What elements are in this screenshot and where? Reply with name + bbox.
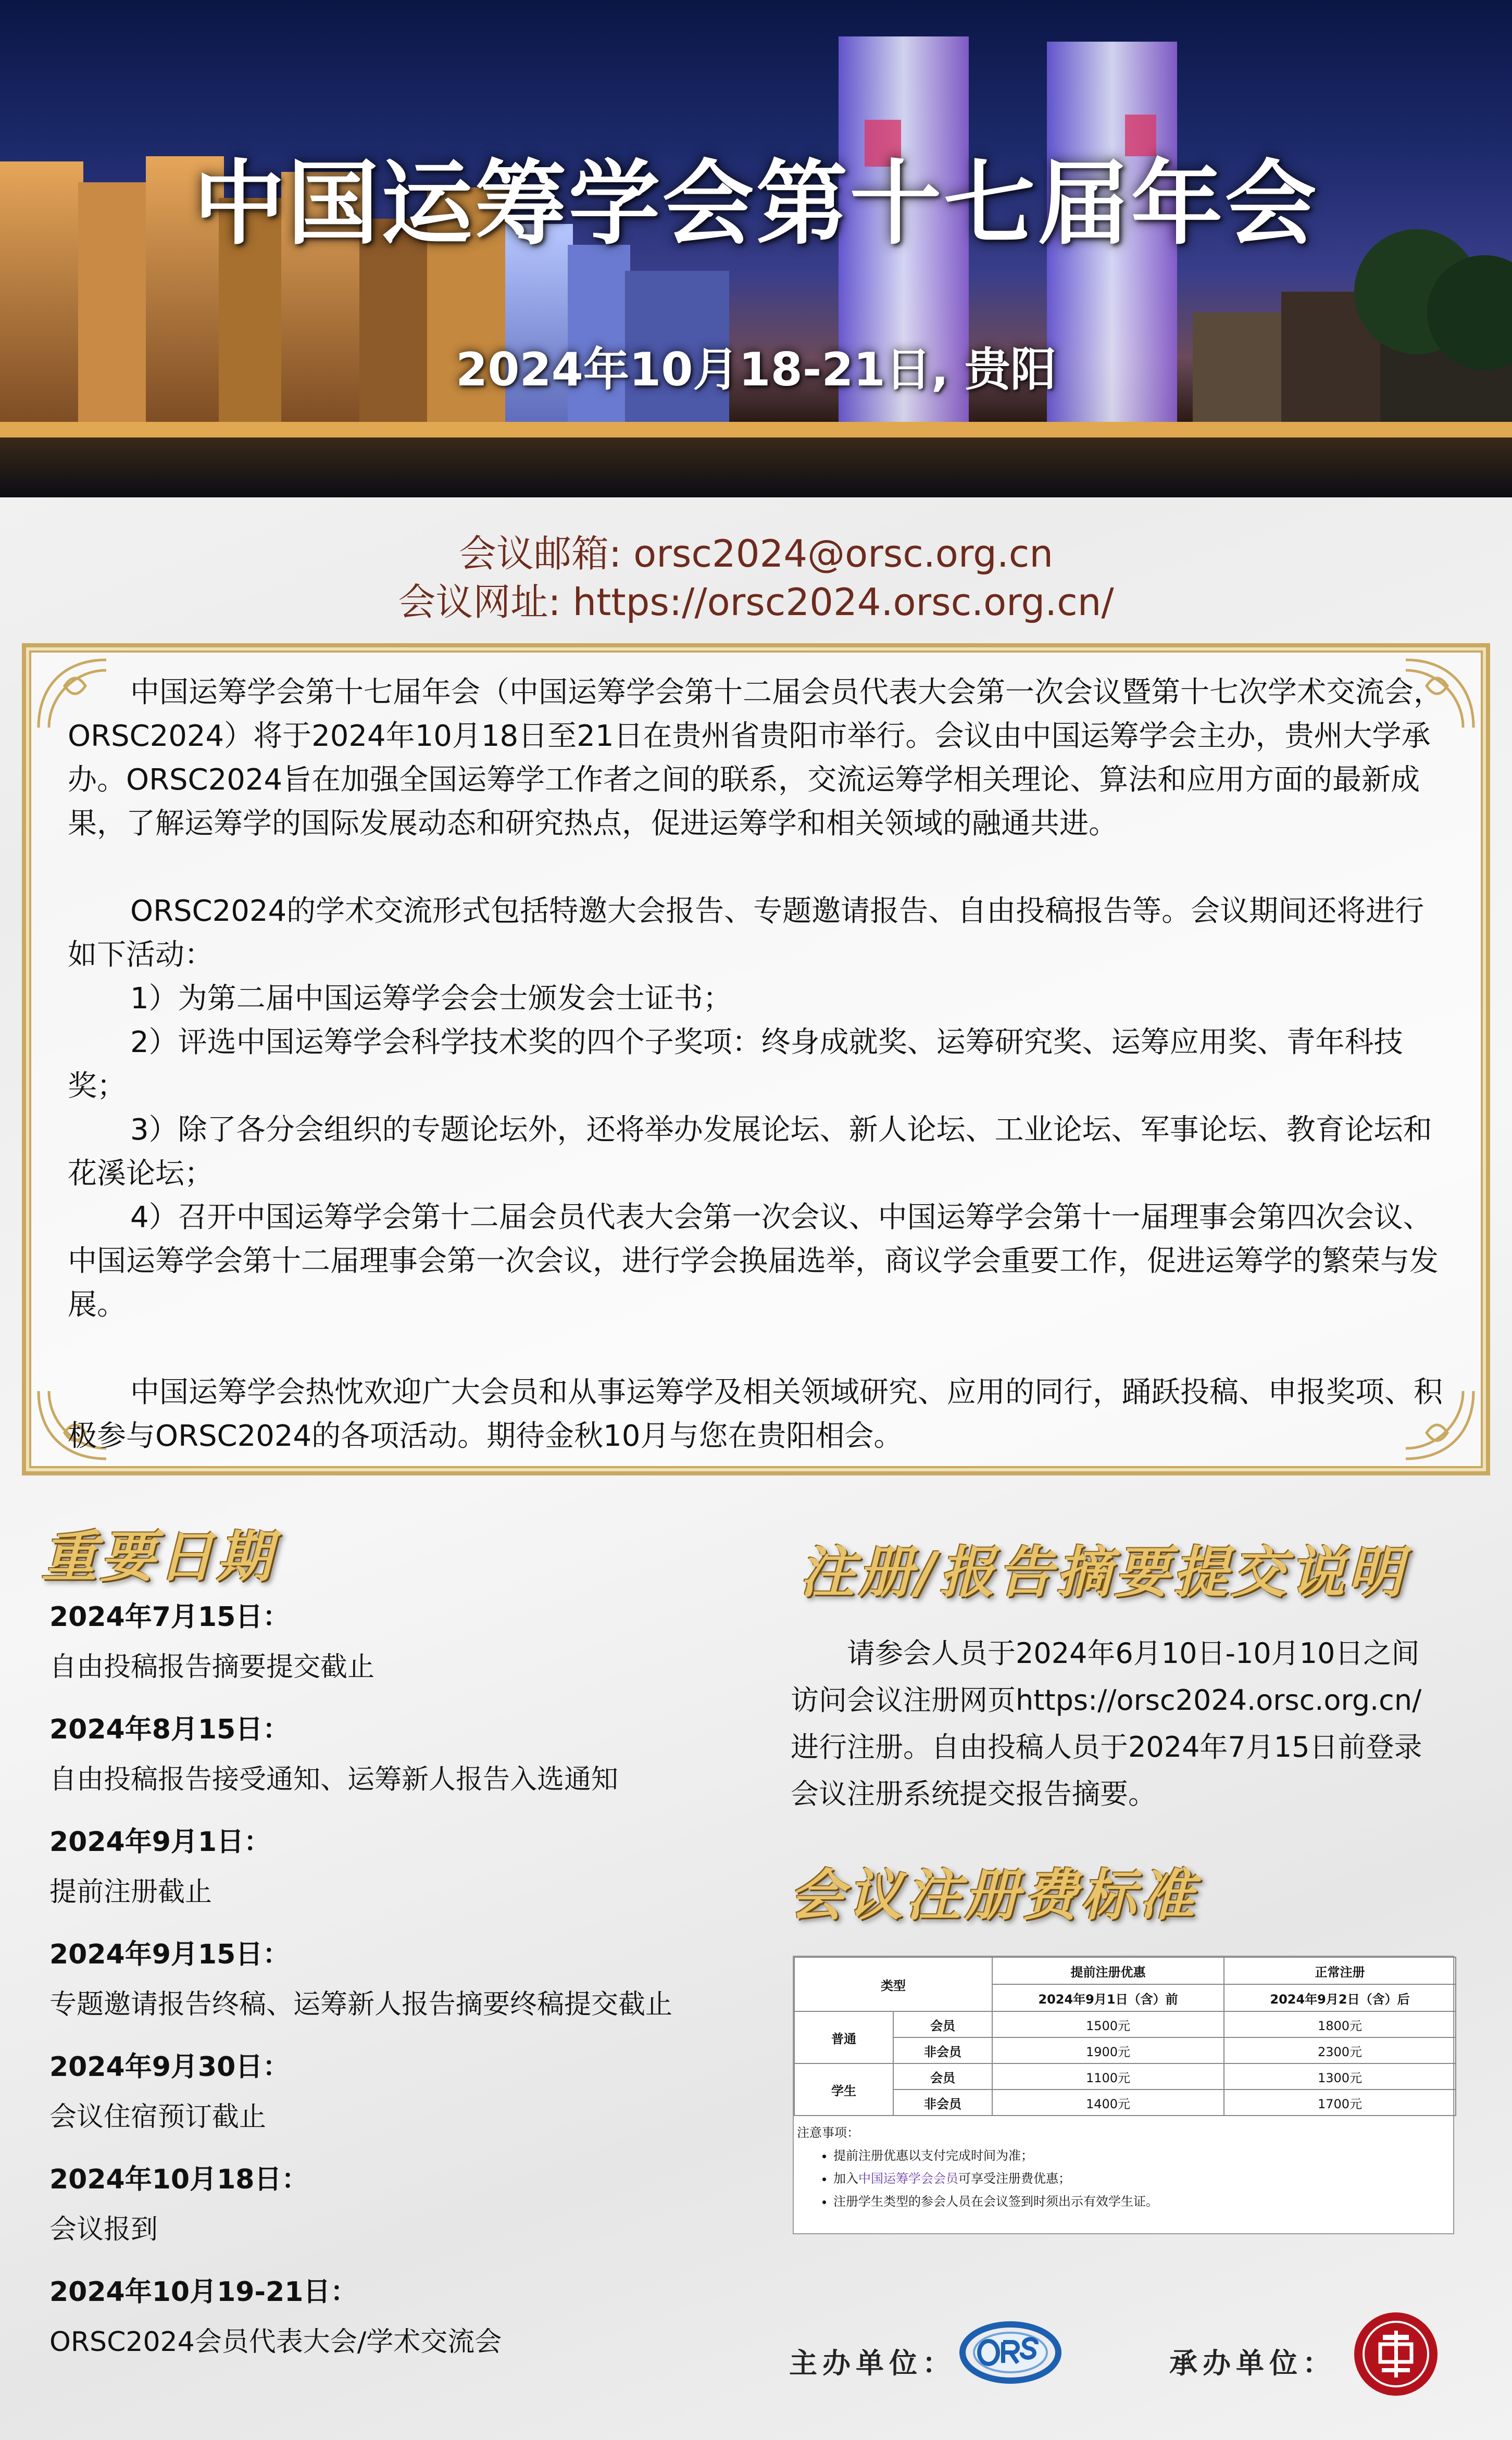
date-label: 2024年9月15日：	[49, 1939, 290, 1970]
fee-cell: 1800元	[1224, 2011, 1456, 2037]
date-description: ORSC2024会员代表大会/学术交流会	[49, 2326, 502, 2358]
host-label: 主办单位：	[789, 2346, 956, 2380]
intro-paragraph-1: 中国运筹学会第十七届年会（中国运筹学会第十二届会员代表大会第一次会议暨第十七次学术交流会，ORSC2024）将于2024年10月18日至21日在贵州省贵阳市举行。会议由中国运筹学会主办，贵州大学承办。ORSC2024旨在加强全国运筹学工作者之间的联系，交流运筹学相关理论、算法和应用方面的最新成果，了解运筹学的国际发展动态和研究热点，促进运筹学和相关领域的融通共进。	[68, 675, 1443, 841]
date-label: 2024年10月19-21日：	[49, 2276, 358, 2308]
date-label: 2024年7月15日：	[49, 1601, 290, 1633]
fee-cell: 1700元	[1224, 2089, 1456, 2116]
activity-item-1: 1）为第二届中国运筹学会会士颁发会士证书；	[130, 982, 732, 1016]
fee-notes	[794, 2116, 1453, 2218]
col-header-type: 类型	[794, 1957, 992, 2011]
fee-cell: 1400元	[992, 2089, 1224, 2116]
date-description: 会议住宿预订截止	[49, 2101, 267, 2133]
hero-banner	[0, 0, 1512, 497]
col-subheader-early: 2024年9月1日（含）前	[992, 1984, 1224, 2011]
organizer-label: 承办单位：	[1169, 2346, 1336, 2380]
fee-cell: 1900元	[992, 2037, 1224, 2063]
contact-website[interactable]: 会议网址: https://orsc2024.orsc.org.cn/	[398, 580, 1114, 624]
row-group-general: 普通	[794, 2011, 893, 2063]
date-description: 专题邀请报告终稿、运筹新人报告摘要终稿提交截止	[49, 1989, 673, 2020]
row-label-member: 会员	[893, 2063, 992, 2089]
table-row	[794, 2063, 1456, 2089]
col-subheader-normal: 2024年9月2日（含）后	[1224, 1984, 1456, 2011]
activity-item-2: 2）评选中国运筹学会科学技术奖的四个子奖项：终身成就奖、运筹研究奖、运筹应用奖、青年科技奖；	[68, 1025, 1403, 1103]
fee-heading: 会议注册费标准	[789, 1863, 1197, 1928]
row-label-non-member: 非会员	[893, 2037, 992, 2063]
fee-cell: 2300元	[1224, 2037, 1456, 2063]
date-item	[49, 1821, 747, 1934]
date-label: 2024年9月30日：	[49, 2051, 290, 2083]
date-description: 自由投稿报告摘要提交截止	[49, 1651, 375, 1683]
date-label: 2024年8月15日：	[49, 1714, 290, 1745]
hero-title: 中国运筹学会第十七届年会	[193, 151, 1319, 257]
date-description: 提前注册截止	[49, 1876, 213, 1908]
row-group-student: 学生	[794, 2063, 893, 2116]
row-label-non-member: 非会员	[893, 2089, 992, 2116]
row-label-member: 会员	[893, 2011, 992, 2037]
orsc-logo	[958, 2320, 1063, 2385]
fee-cell: 1500元	[992, 2011, 1224, 2037]
note-item: • 注册学生类型的参会人员在会议签到时须出示有效学生证。	[833, 2190, 1450, 2213]
important-dates-list	[49, 1596, 747, 2384]
registration-heading: 注册/报告摘要提交说明	[799, 1541, 1406, 1605]
date-description: 会议报到	[49, 2214, 158, 2245]
table-row	[794, 2089, 1456, 2116]
member-link[interactable]: 中国运筹学会会员	[858, 2171, 958, 2186]
date-label: 2024年10月18日：	[49, 2164, 309, 2195]
note-item: • 加入中国运筹学会会员可享受注册费优惠；	[833, 2167, 1450, 2190]
date-item	[49, 2271, 747, 2384]
intro-paragraph-3: 中国运筹学会热忱欢迎广大会员和从事运筹学及相关领域研究、应用的同行，踊跃投稿、申报奖项、积极参与ORSC2024的各项活动。期待金秋10月与您在贵阳相会。	[68, 1375, 1443, 1453]
notes-title: 注意事项：	[797, 2125, 859, 2140]
activity-item-3: 3）除了各分会组织的专题论坛外，还将举办发展论坛、新人论坛、工业论坛、军事论坛、教育论坛和花溪论坛；	[68, 1113, 1432, 1191]
date-description: 自由投稿报告接受通知、运筹新人报告入选通知	[49, 1764, 619, 1795]
contact-email[interactable]: 会议邮箱: orsc2024@orsc.org.cn	[459, 532, 1053, 575]
registration-text: 请参会人员于2024年6月10日-10月10日之间访问会议注册网页https://orsc2024.orsc.org.cn/ 进行注册。自由投稿人员于2024年7月15日前登录会议注册系统提交报告摘要。	[791, 1637, 1422, 1810]
note-item: • 提前注册优惠以支付完成时间为准；	[833, 2144, 1450, 2167]
fee-cell: 1100元	[992, 2063, 1224, 2089]
activity-item-4: 4）召开中国运筹学会第十二届会员代表大会第一次会议、中国运筹学会第十一届理事会第四次会议、中国运筹学会第十二届理事会第一次会议，进行学会换届选举，商议学会重要工作，促进运筹学的繁荣与发展。	[68, 1200, 1439, 1322]
guizhou-university-logo	[1352, 2310, 1440, 2398]
date-item	[49, 1934, 747, 2046]
col-header-early: 提前注册优惠	[992, 1957, 1224, 1984]
table-row	[794, 2011, 1456, 2037]
intro-box	[22, 643, 1490, 1475]
intro-text	[68, 671, 1453, 1458]
date-item	[49, 1596, 747, 1709]
date-label: 2024年9月1日：	[49, 1826, 271, 1858]
col-header-normal: 正常注册	[1224, 1957, 1456, 1984]
date-item	[49, 2046, 747, 2159]
date-item	[49, 2159, 747, 2271]
table-row	[794, 2037, 1456, 2063]
important-dates-heading: 重要日期	[42, 1525, 275, 1589]
fee-table	[794, 1957, 1456, 2116]
fee-table-card	[793, 1956, 1454, 2234]
intro-paragraph-2: ORSC2024的学术交流形式包括特邀大会报告、专题邀请报告、自由投稿报告等。会议期间还将进行如下活动：	[68, 894, 1424, 972]
date-item	[49, 1709, 747, 1821]
fee-cell: 1300元	[1224, 2063, 1456, 2089]
hero-date-location: 2024年10月18-21日, 贵阳	[456, 343, 1056, 396]
